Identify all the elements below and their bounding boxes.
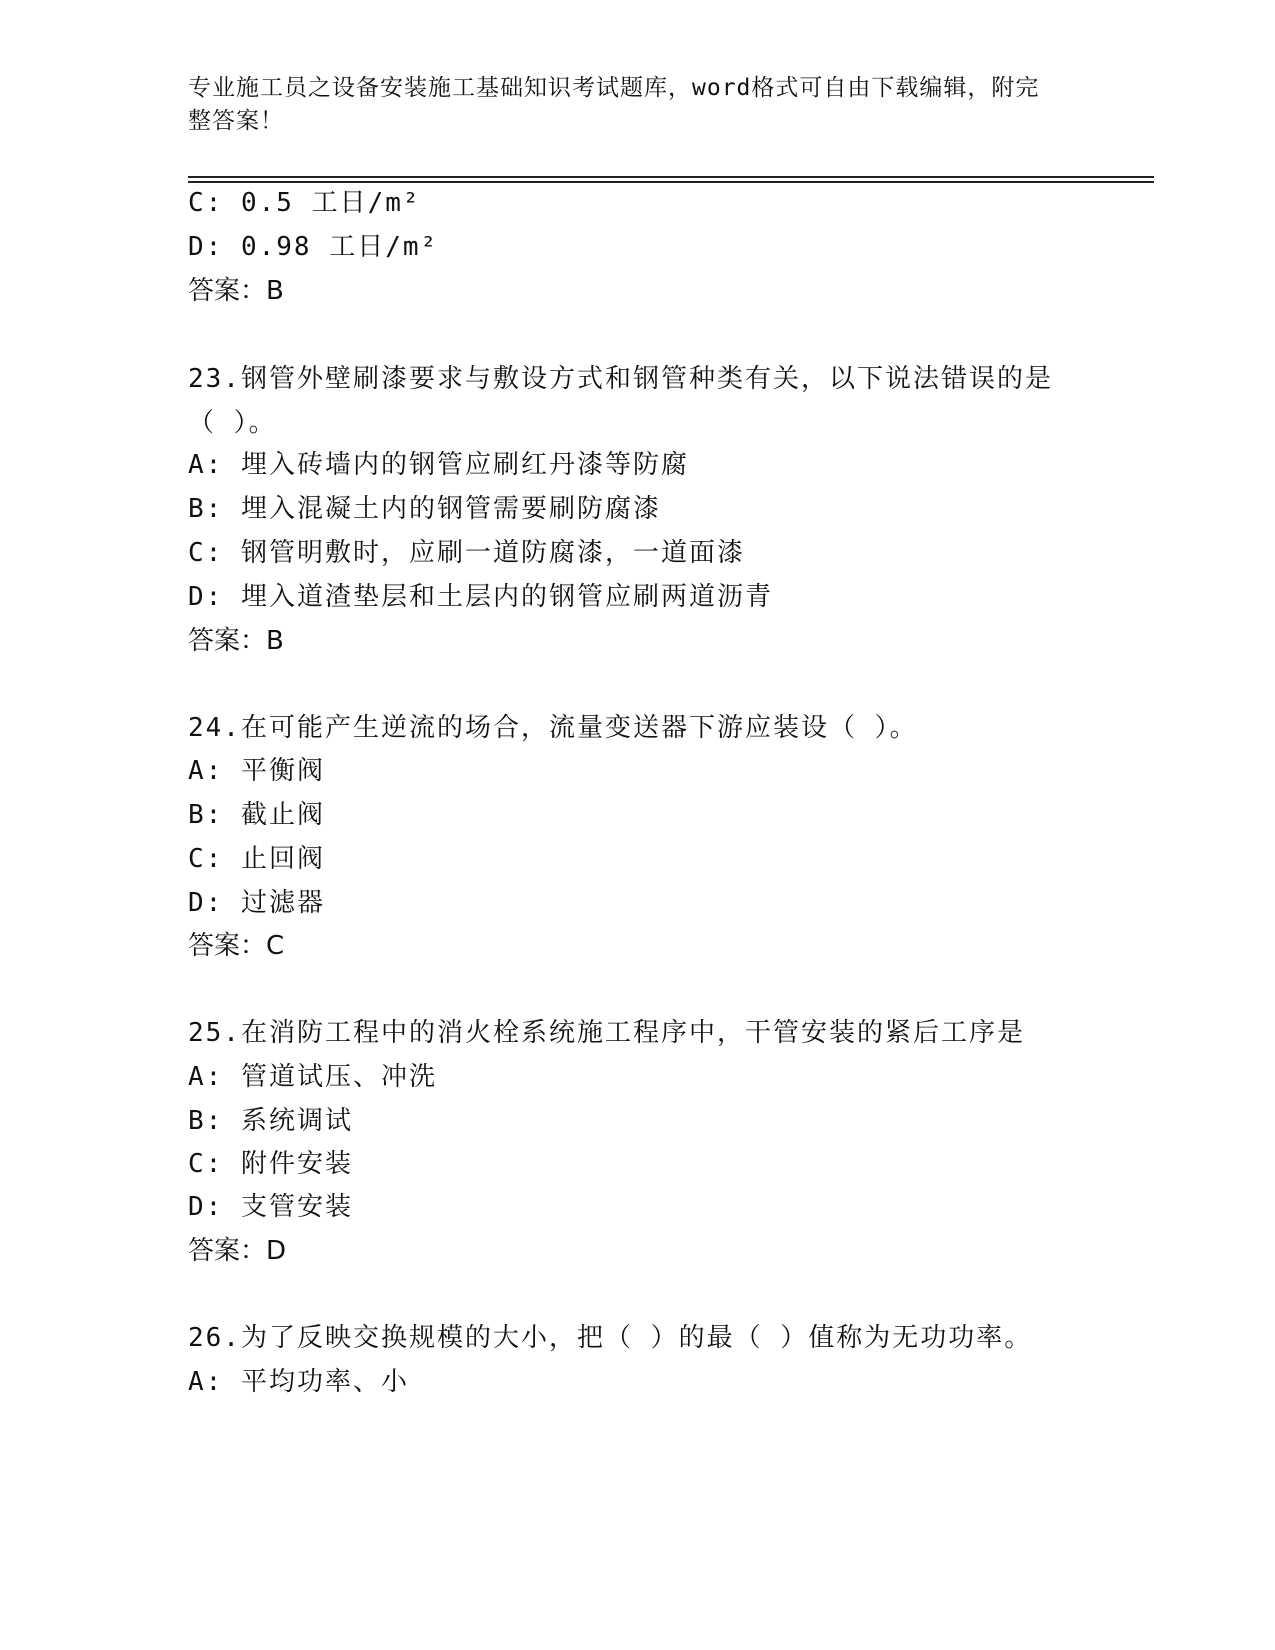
q23-answer: 答案：B (188, 626, 284, 656)
q25-option-c: C: 附件安装 (188, 1149, 353, 1179)
q23-option-d: D: 埋入道渣垫层和土层内的钢管应刷两道沥青 (188, 582, 773, 612)
document-header (188, 72, 1068, 138)
q22-answer: 答案：B (188, 276, 284, 306)
header-divider-bottom (188, 181, 1154, 183)
q24-stem: 24.在可能产生逆流的场合，流量变送器下游应装设（ ）。 (188, 713, 918, 743)
q26-option-a: A: 平均功率、小 (188, 1367, 409, 1397)
q24-answer: 答案：C (188, 931, 285, 961)
q24-option-a: A: 平衡阀 (188, 756, 325, 786)
header-line-2: 整答案！ (188, 108, 284, 134)
q22-option-c: C: 0.5 工日/m² (188, 188, 421, 218)
header-line-1: 专业施工员之设备安装施工基础知识考试题库，word格式可自由下载编辑，附完 (188, 75, 1040, 101)
q23-option-a: A: 埋入砖墙内的钢管应刷红丹漆等防腐 (188, 450, 689, 480)
q23-stem-line-1: 23.钢管外壁刷漆要求与敷设方式和钢管种类有关，以下说法错误的是 (188, 364, 1053, 394)
q23-stem-line-2: （ ）。 (188, 408, 277, 438)
q25-stem: 25.在消防工程中的消火栓系统施工程序中，干管安装的紧后工序是 (188, 1018, 1025, 1048)
q23-option-c: C: 钢管明敷时，应刷一道防腐漆，一道面漆 (188, 538, 745, 568)
q24-option-c: C: 止回阀 (188, 844, 325, 874)
q23-option-b: B: 埋入混凝土内的钢管需要刷防腐漆 (188, 494, 661, 524)
q24-option-d: D: 过滤器 (188, 888, 325, 918)
q25-option-d: D: 支管安装 (188, 1192, 353, 1222)
q26-stem: 26.为了反映交换规模的大小，把（ ）的最（ ）值称为无功功率。 (188, 1323, 1033, 1353)
q25-option-b: B: 系统调试 (188, 1106, 353, 1136)
header-divider-top (188, 176, 1154, 178)
q24-option-b: B: 截止阀 (188, 800, 325, 830)
q22-option-d: D: 0.98 工日/m² (188, 232, 439, 262)
q25-answer: 答案：D (188, 1236, 287, 1266)
q25-option-a: A: 管道试压、冲洗 (188, 1062, 437, 1092)
